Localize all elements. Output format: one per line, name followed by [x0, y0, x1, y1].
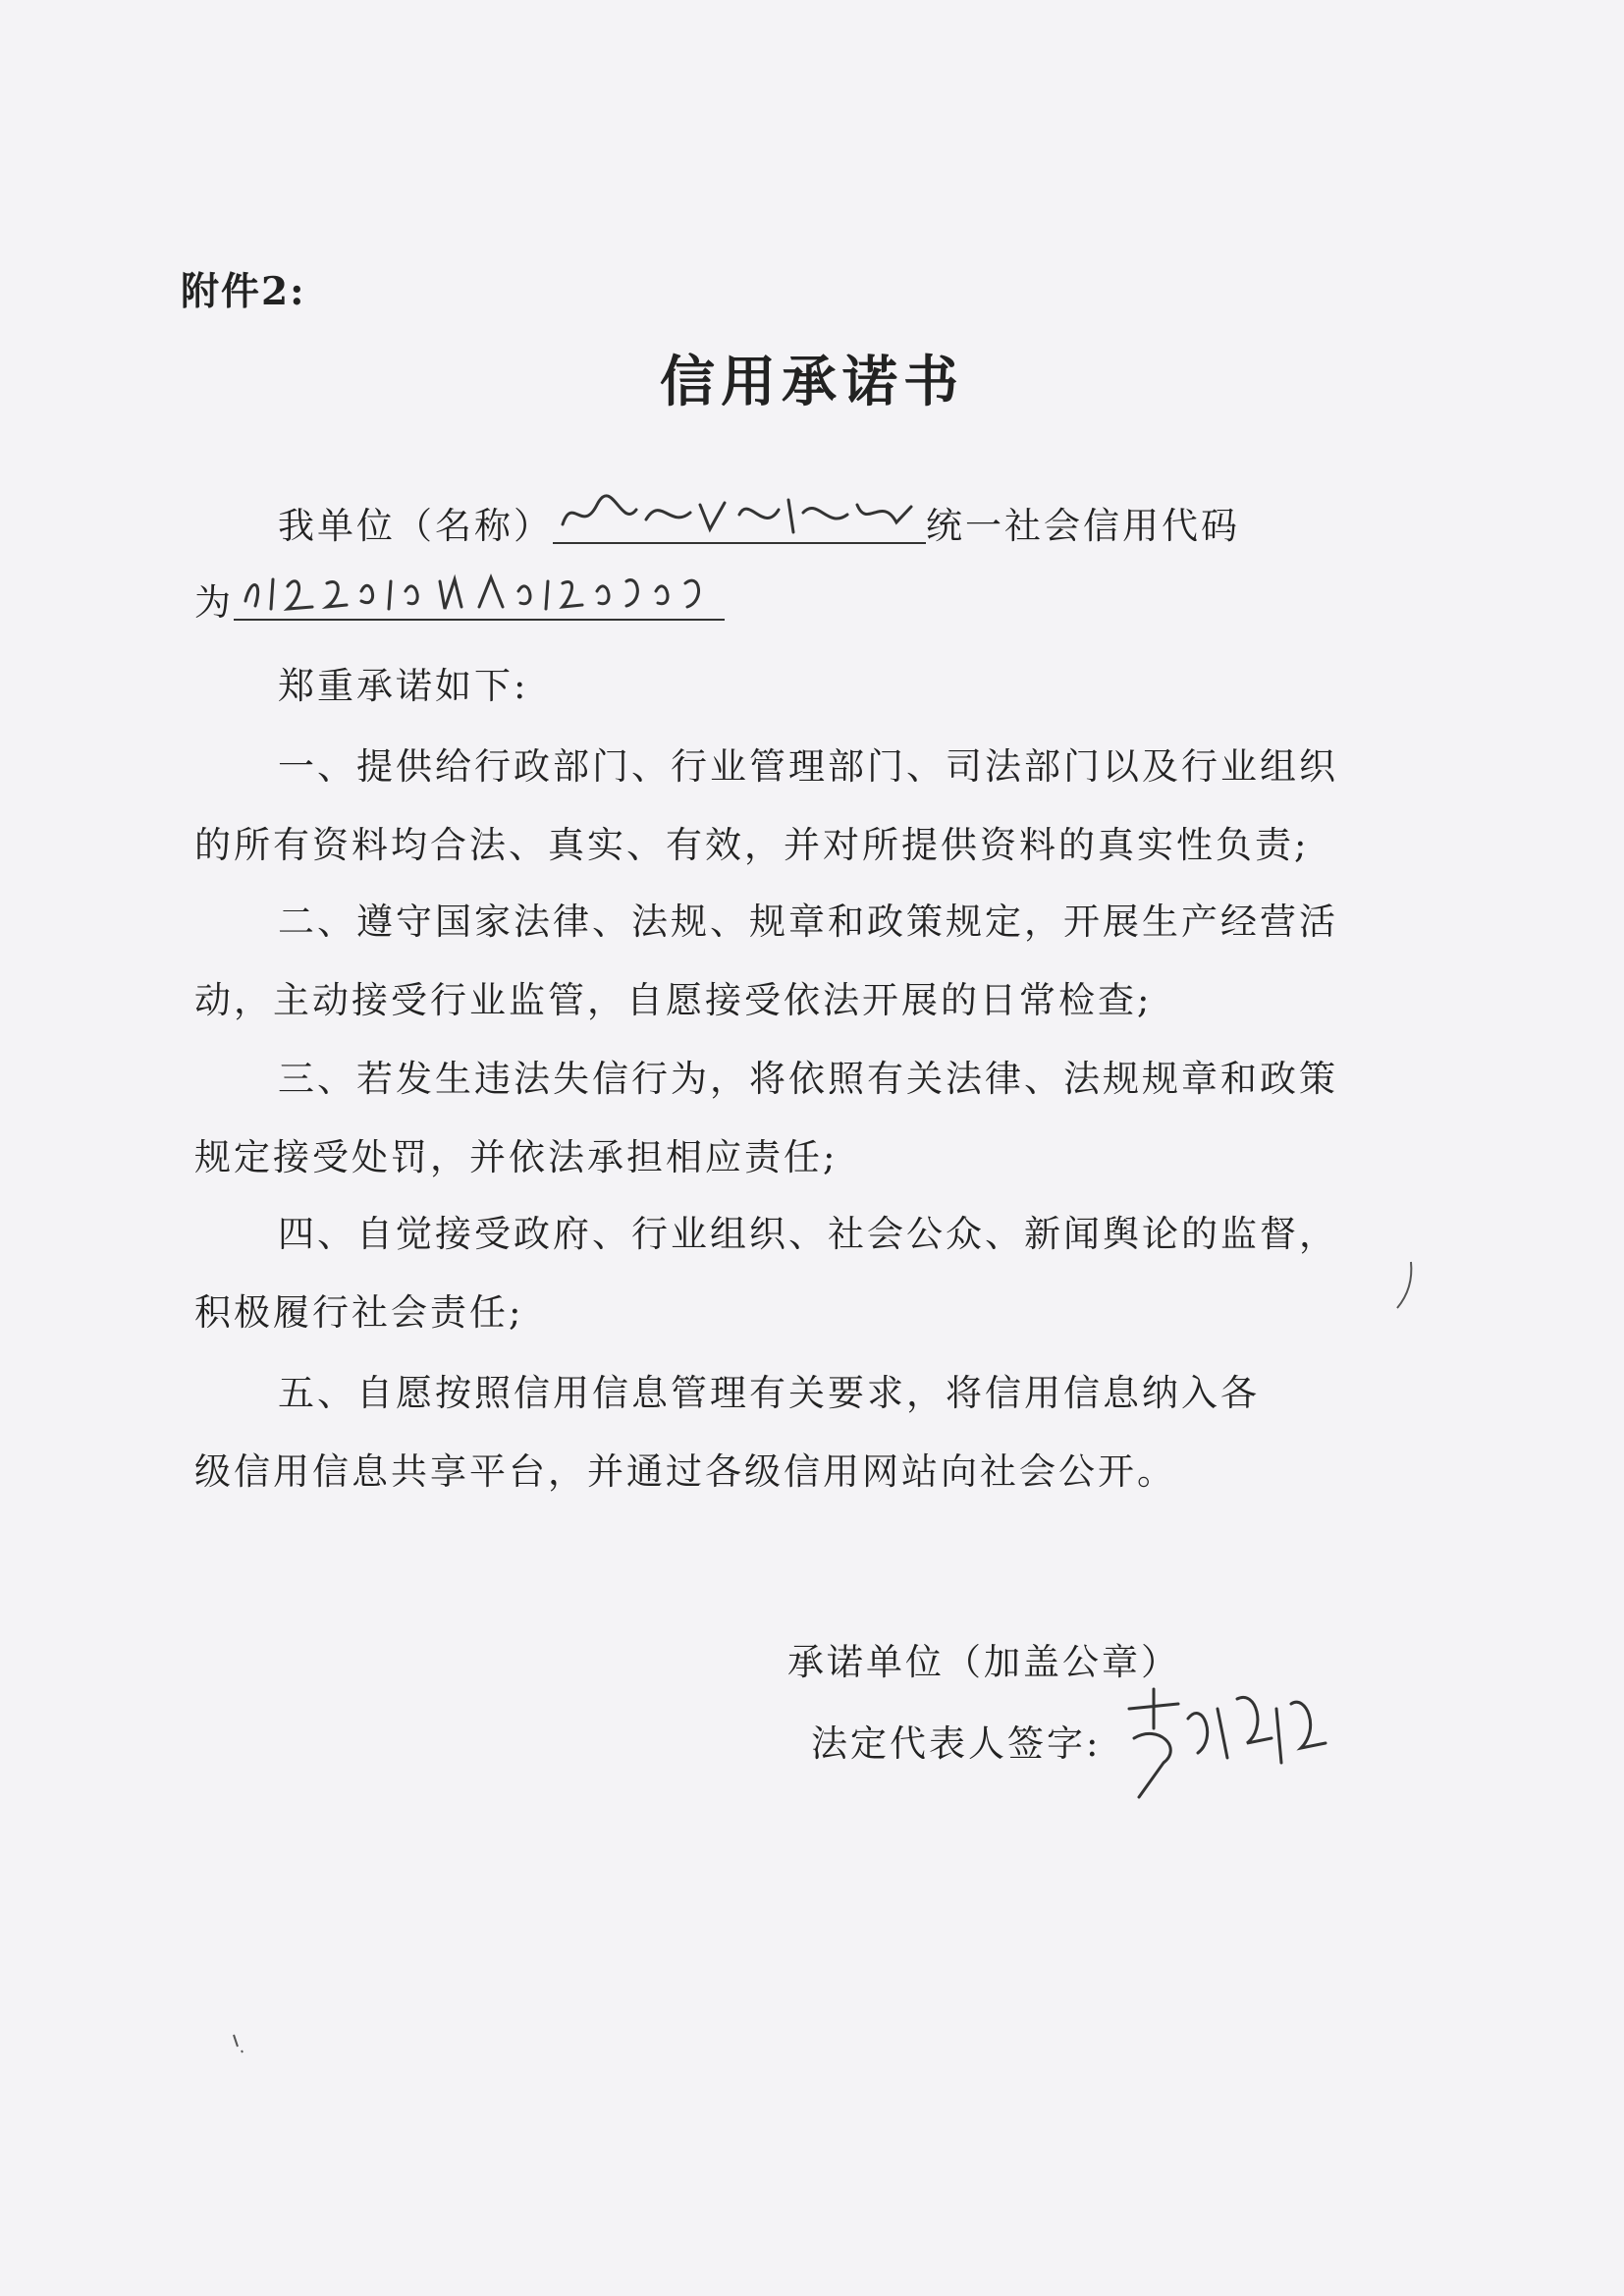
clause-5-line-2: 级信用信息共享平台，并通过各级信用网站向社会公开。: [194, 1450, 1176, 1493]
handwritten-credit-code: [234, 562, 744, 621]
document-title: 信用承诺书: [660, 350, 964, 414]
unit-name-line: [278, 496, 1240, 549]
clause-2-line-1: 二、遵守国家法律、法规、规章和政策规定，开展生产经营活: [278, 901, 1338, 943]
promising-unit-seal: 承诺单位（加盖公章）: [787, 1641, 1180, 1683]
attachment-label: 附件2:: [181, 269, 306, 314]
stray-dot-mark: [228, 2029, 247, 2058]
clause-1-line-1: 一、提供给行政部门、行业管理部门、司法部门以及行业组织: [278, 745, 1338, 788]
clause-1-line-2: 的所有资料均合法、真实、有效，并对所提供资料的真实性负责;: [194, 824, 1310, 866]
clause-5-line-1: 五、自愿按照信用信息管理有关要求，将信用信息纳入各: [278, 1372, 1260, 1414]
credit-code-prefix: 为: [194, 581, 234, 624]
solemn-promise: 郑重承诺如下:: [278, 665, 529, 707]
handwritten-unit-name: [553, 485, 926, 544]
clause-4-line-2: 积极履行社会责任;: [194, 1291, 524, 1334]
credit-code-line: [194, 573, 725, 626]
unit-name-label: 我单位（名称）: [278, 505, 553, 547]
legal-rep-signature-label: 法定代表人签字:: [811, 1722, 1102, 1765]
clause-2-line-2: 动，主动接受行业监管，自愿接受依法开展的日常检查;: [194, 979, 1153, 1021]
clause-3-line-1: 三、若发生违法失信行为，将依照有关法律、法规规章和政策: [278, 1058, 1338, 1100]
clause-4-line-1: 四、自觉接受政府、行业组织、社会公众、新闻舆论的监督，: [278, 1213, 1338, 1255]
credit-code-label: 统一社会信用代码: [926, 505, 1240, 547]
unit-name-field: [553, 499, 926, 544]
stray-pen-mark: [1389, 1257, 1419, 1316]
credit-code-field: [234, 575, 725, 621]
clause-3-line-2: 规定接受处罚，并依法承担相应责任;: [194, 1136, 839, 1178]
